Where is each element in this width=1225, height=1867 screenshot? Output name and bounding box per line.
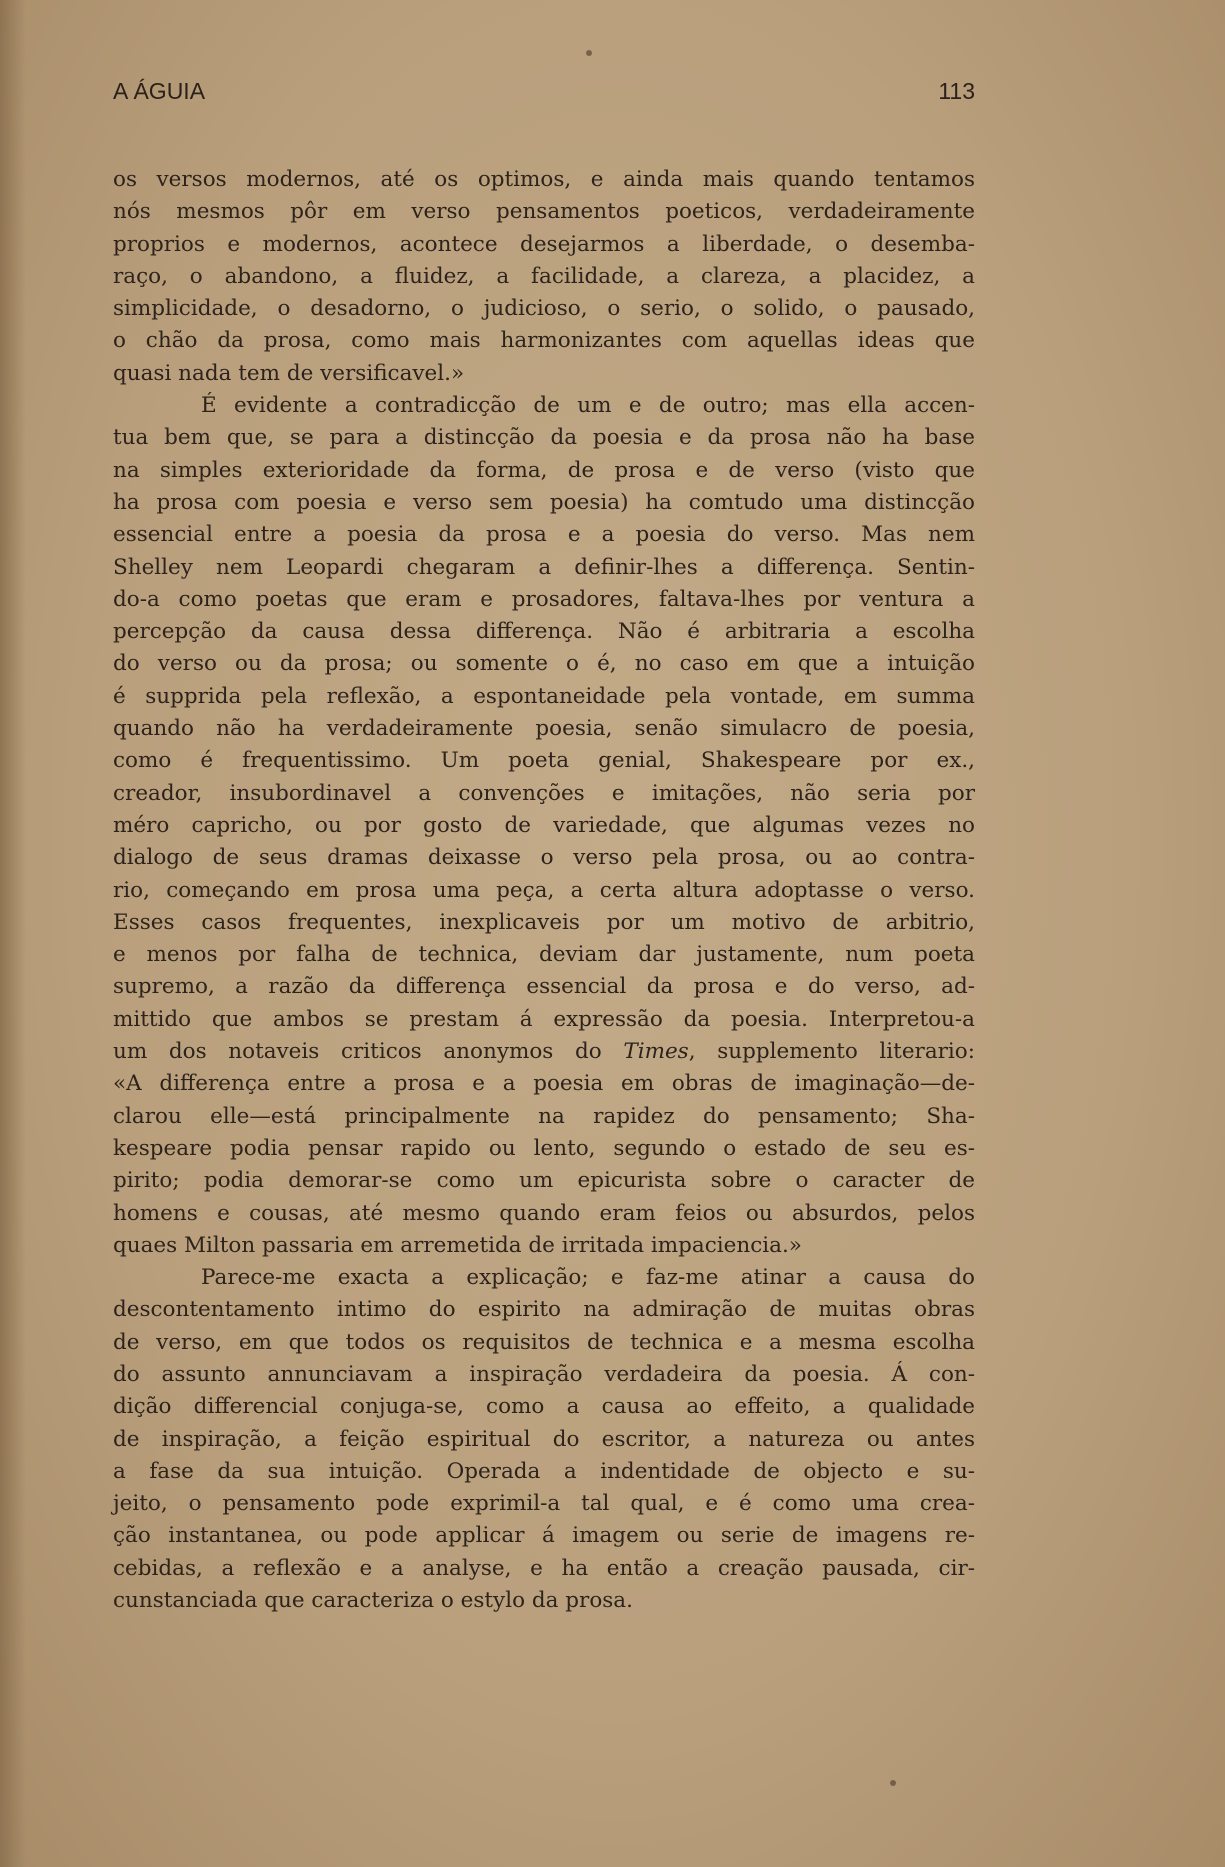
text-line: como é frequentissimo. Um poeta genial, Shakespeare por ex., <box>113 748 975 774</box>
text-line: a fase da sua intuição. Operada a indentidade de objecto e su- <box>113 1458 975 1484</box>
text-line: um dos notaveis criticos anonymos do Times, supplemento literario: <box>113 1039 975 1065</box>
text-line: o chão da prosa, como mais harmonizantes com aquellas ideas que <box>113 328 975 354</box>
text-line: nós mesmos pôr em verso pensamentos poeticos, verdadeiramente <box>113 199 975 225</box>
text-line: Shelley nem Leopardi chegaram a definir-lhes a differença. Sentin- <box>113 554 975 580</box>
text-line: dição differencial conjuga-se, como a causa ao effeito, a qualidade <box>113 1394 975 1420</box>
text-line: quando não ha verdadeiramente poesia, senão simulacro de poesia, <box>113 716 975 742</box>
text-line: na simples exterioridade da forma, de prosa e de verso (visto que <box>113 457 975 483</box>
text-line: ha prosa com poesia e verso sem poesia) ha comtudo uma distincção <box>113 489 975 515</box>
text-line: pirito; podia demorar-se como um epicurista sobre o caracter de <box>113 1168 975 1194</box>
text-line: supremo, a razão da differença essencial da prosa e do verso, ad- <box>113 974 975 1000</box>
text-line: do-a como poetas que eram e prosadores, faltava-lhes por ventura a <box>113 586 975 612</box>
text-line: clarou elle—está principalmente na rapidez do pensamento; Sha- <box>113 1103 975 1129</box>
paper-speck <box>890 1780 896 1786</box>
text-line: cebidas, a reflexão e a analyse, e ha então a creação pausada, cir- <box>113 1555 975 1581</box>
text-line: os versos modernos, até os optimos, e ainda mais quando tentamos <box>113 167 975 192</box>
text-line: de verso, em que todos os requisitos de technica e a mesma escolha <box>113 1329 975 1355</box>
text-line: Esses casos frequentes, inexplicaveis por um motivo de arbitrio, <box>113 909 975 935</box>
text-line: jeito, o pensamento pode exprimil-a tal qual, e é como uma crea- <box>113 1491 975 1517</box>
text-line: proprios e modernos, acontece desejarmos a liberdade, o desemba- <box>113 231 975 257</box>
page-number: 113 <box>938 78 975 104</box>
text-line: do verso ou da prosa; ou somente o é, no caso em que a intuição <box>113 651 975 677</box>
text-line: percepção da causa dessa differença. Não é arbitraria a escolha <box>113 619 975 645</box>
text-line: dialogo de seus dramas deixasse o verso pela prosa, ou ao contra- <box>113 845 975 871</box>
text-line: tua bem que, se para a distincção da poesia e da prosa não ha base <box>113 425 975 451</box>
text-line: descontentamento intimo do espirito na admiração de muitas obras <box>113 1297 975 1323</box>
text-line: quaes Milton passaria em arremetida de irritada impaciencia.» <box>113 1232 802 1258</box>
text-line: creador, insubordinavel a convenções e imitações, não seria por <box>113 780 975 806</box>
text-line: essencial entre a poesia da prosa e a poesia do verso. Mas nem <box>113 522 975 548</box>
text-line: ção instantanea, ou pode applicar á imagem ou serie de imagens re- <box>113 1523 975 1549</box>
text-line: cunstanciada que caracteriza o estylo da prosa. <box>113 1588 633 1614</box>
text-line: raço, o abandono, a fluidez, a facilidade, a clareza, a placidez, a <box>113 263 975 289</box>
paper-speck <box>586 50 592 56</box>
journal-title: A ÁGUIA <box>113 78 206 104</box>
text-line: homens e cousas, até mesmo quando eram feios ou absurdos, pelos <box>113 1200 975 1226</box>
page-shadow-edge <box>0 0 26 1867</box>
text-line: é supprida pela reflexão, a espontaneidade pela vontade, em summa <box>113 683 975 709</box>
text-line: É evidente a contradicção de um e de outro; mas ella accen- <box>201 393 975 419</box>
text-line: mittido que ambos se prestam á expressão da poesia. Interpretou-a <box>113 1006 975 1032</box>
running-header <box>113 78 975 105</box>
text-line: simplicidade, o desadorno, o judicioso, o serio, o solido, o pausado, <box>113 296 975 322</box>
text-line: do assunto annunciavam a inspiração verdadeira da poesia. Á con- <box>113 1361 975 1387</box>
text-line: e menos por falha de technica, deviam dar justamente, num poeta <box>113 942 975 968</box>
text-line: de inspiração, a feição espiritual do escritor, a natureza ou antes <box>113 1426 975 1452</box>
body-text <box>113 164 975 1617</box>
text-line: rio, começando em prosa uma peça, a certa altura adoptasse o verso. <box>113 877 975 903</box>
text-line: «A differença entre a prosa e a poesia em obras de imaginação—de- <box>113 1071 975 1097</box>
text-line: Parece-me exacta a explicação; e faz-me atinar a causa do <box>201 1265 975 1291</box>
italic-title: Times <box>623 1039 689 1065</box>
text-line: méro capricho, ou por gosto de variedade, que algumas vezes no <box>113 812 975 838</box>
text-line: kespeare podia pensar rapido ou lento, segundo o estado de seu es- <box>113 1135 975 1161</box>
text-line: quasi nada tem de versificavel.» <box>113 360 465 386</box>
